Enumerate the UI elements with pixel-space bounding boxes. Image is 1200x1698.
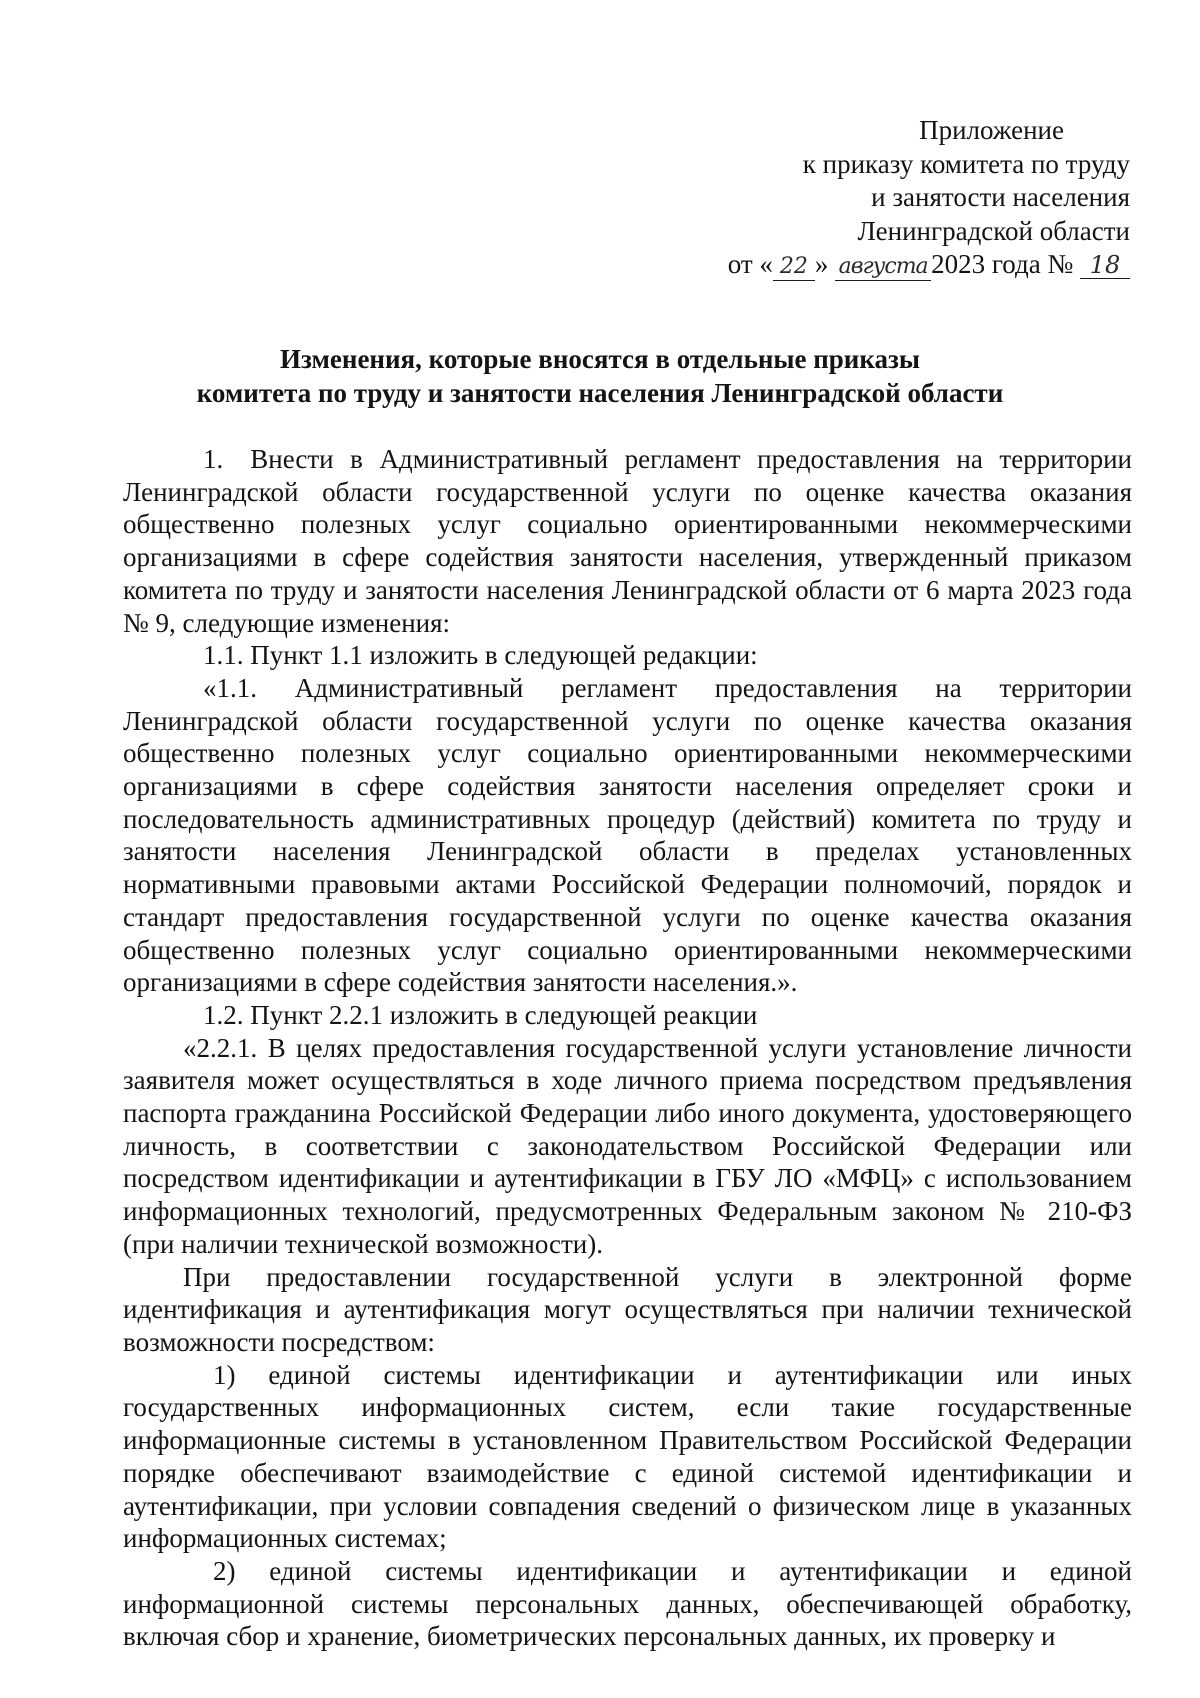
document-title <box>120 343 1080 410</box>
handwritten-number: 18 <box>1080 252 1130 279</box>
date-year: 2023 года № <box>931 249 1074 279</box>
document-body <box>123 443 1132 1653</box>
list-item-2: 2) единой системы идентификации и аутентификации и единой информационной системы персональных данных, обеспечивающей обработку, включая сбор и хранение, биометрических персональных данных, их проверку и <box>123 1555 1132 1652</box>
paragraph-1-1-text: «1.1. Административный регламент предоставления на территории Ленинградской области государственной услуги по оценке качества оказания общественно полезных услуг социально ориентированными некоммерческими организациями в сфере содействия занятости населения определяет сроки и последовательность административных процедур (действий) комитета по труду и занятости населения Ленинградской области в пределах установленных нормативными правовыми актами Российской Федерации полномочий, порядок и стандарт предоставления государственной услуги по оценке качества оказания общественно полезных услуг социально ориентированными некоммерческими организациями в сфере содействия занятости населения.». <box>123 672 1132 998</box>
paragraph-1: 1. Внести в Административный регламент предоставления на территории Ленинградской области государственной услуги по оценке качества оказания общественно полезных услуг социально ориентированными некоммерческими организациями в сфере содействия занятости населения, утвержденный приказом комитета по труду и занятости населения Ленинградской области от 6 марта 2023 года № 9, следующие изменения: <box>123 444 1132 638</box>
date-prefix: от « <box>727 249 773 279</box>
paragraph-1-2: 1.2. Пункт 2.2.1 изложить в следующей реакции <box>203 999 758 1030</box>
paragraph-electronic-form: При предоставлении государственной услуги в электронной форме идентификация и аутентификация могут осуществляться при наличии технической возможности посредством: <box>123 1261 1132 1357</box>
date-mid: » <box>814 249 829 279</box>
list-item-1: 1) единой системы идентификации и аутентификации или иных государственных информационных систем, если такие государственные информационные системы в установленном Правительством Российской Федерации порядке обеспечивают взаимодействие с единой системой идентификации и аутентификации, при условии совпадения сведений о физическом лице в указанных информационных системах; <box>123 1359 1132 1554</box>
paragraph-1-1: 1.1. Пункт 1.1 изложить в следующей редакции: <box>203 640 758 671</box>
appendix-order-ref: к приказу комитета по труду <box>802 148 1130 179</box>
handwritten-month: августа <box>835 254 931 281</box>
appendix-date-line <box>560 248 1130 282</box>
appendix-label: Приложение <box>919 115 1064 145</box>
appendix-region: Ленинградской области <box>857 215 1130 246</box>
handwritten-day: 22 <box>773 254 815 281</box>
appendix-committee: и занятости населения <box>871 182 1130 212</box>
title-line-1: Изменения, которые вносятся в отдельные приказы <box>280 344 920 374</box>
title-line-2: комитета по труду и занятости населения Ленинградской области <box>196 377 1004 408</box>
paragraph-2-2-1: «2.2.1. В целях предоставления государственной услуги установление личности заявителя может осуществляться в ходе личного приема посредством предъявления паспорта гражданина Российской Федерации либо иного документа, удостоверяющего личность, в соответствии с законодательством Российской Федерации или посредством идентификации и аутентификации в ГБУ ЛО «МФЦ» с использованием информационных технологий, предусмотренных Федеральным законом № 210-ФЗ (при наличии технической возможности). <box>123 1032 1132 1259</box>
appendix-header <box>560 114 1130 282</box>
